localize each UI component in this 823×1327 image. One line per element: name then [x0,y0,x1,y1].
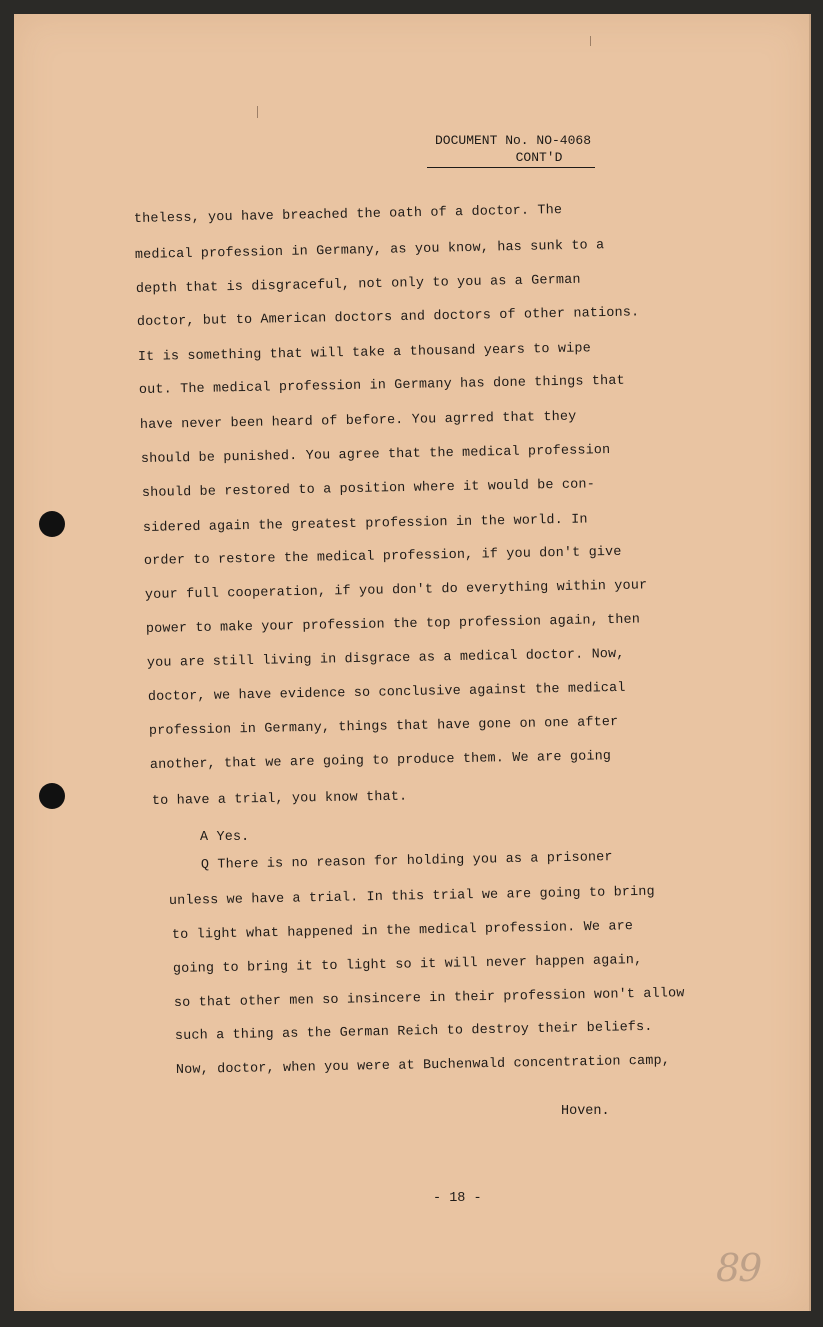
text-line: doctor, we have evidence so conclusive against the medical [147,680,626,705]
text-line: out. The medical profession in Germany has done things that [138,373,625,398]
text-line: power to make your profession the top profession again, then [145,612,641,637]
signature: Hoven. [561,1104,610,1119]
document-header [423,132,603,168]
text-line: should be punished. You agree that the medical profession [140,442,611,467]
text-line: to have a trial, you know that. [151,789,408,809]
text-line: you are still living in disgrace as a medical doctor. Now, [146,646,625,671]
text-line: so that other men so insincere in their profession won't allow [173,986,685,1011]
text-line: another, that we are going to produce them. We are going [149,749,612,773]
text-line: to light what happened in the medical profession. We are [171,919,634,943]
text-line: your full cooperation, if you don't do everything within your [144,578,648,603]
punch-hole [39,511,65,537]
handwritten-page-number: 89 [716,1246,761,1290]
pencil-mark [257,106,258,118]
document-page [14,14,811,1311]
text-line: should be restored to a position where it would be con- [141,477,596,501]
text-line: It is something that will take a thousand years to wipe [137,341,592,365]
text-line: medical profession in Germany, as you know, has sunk to a [134,238,605,263]
text-line: such a thing as the German Reich to destroy their beliefs. [174,1019,653,1044]
text-line: profession in Germany, things that have gone on one after [148,714,619,739]
contd-label: CONT'D [515,150,563,165]
page-number: - 18 - [433,1191,482,1206]
question-line: Q There is no reason for holding you as a prisoner [200,850,613,873]
answer-line: A Yes. [200,830,250,845]
text-line: Now, doctor, when you were at Buchenwald concentration camp, [175,1053,671,1078]
text-line: doctor, but to American doctors and doctors of other nations. [136,305,640,330]
text-line: theless, you have breached the oath of a doctor. The [133,203,563,227]
text-line: sidered again the greatest profession in the world. In [142,512,588,536]
pencil-mark [590,36,591,46]
header-underline [427,167,595,168]
text-line: unless we have a trial. In this trial we are going to bring [168,884,655,909]
punch-hole [39,783,65,809]
text-line: depth that is disgraceful, not only to you as a German [135,272,581,297]
document-number: DOCUMENT No. NO-4068 [434,133,592,148]
text-line: going to bring it to light so it will never happen again, [172,952,643,977]
text-line: order to restore the medical profession, if you don't give [143,544,622,569]
text-line: have never been heard of before. You agrred that they [139,409,577,433]
